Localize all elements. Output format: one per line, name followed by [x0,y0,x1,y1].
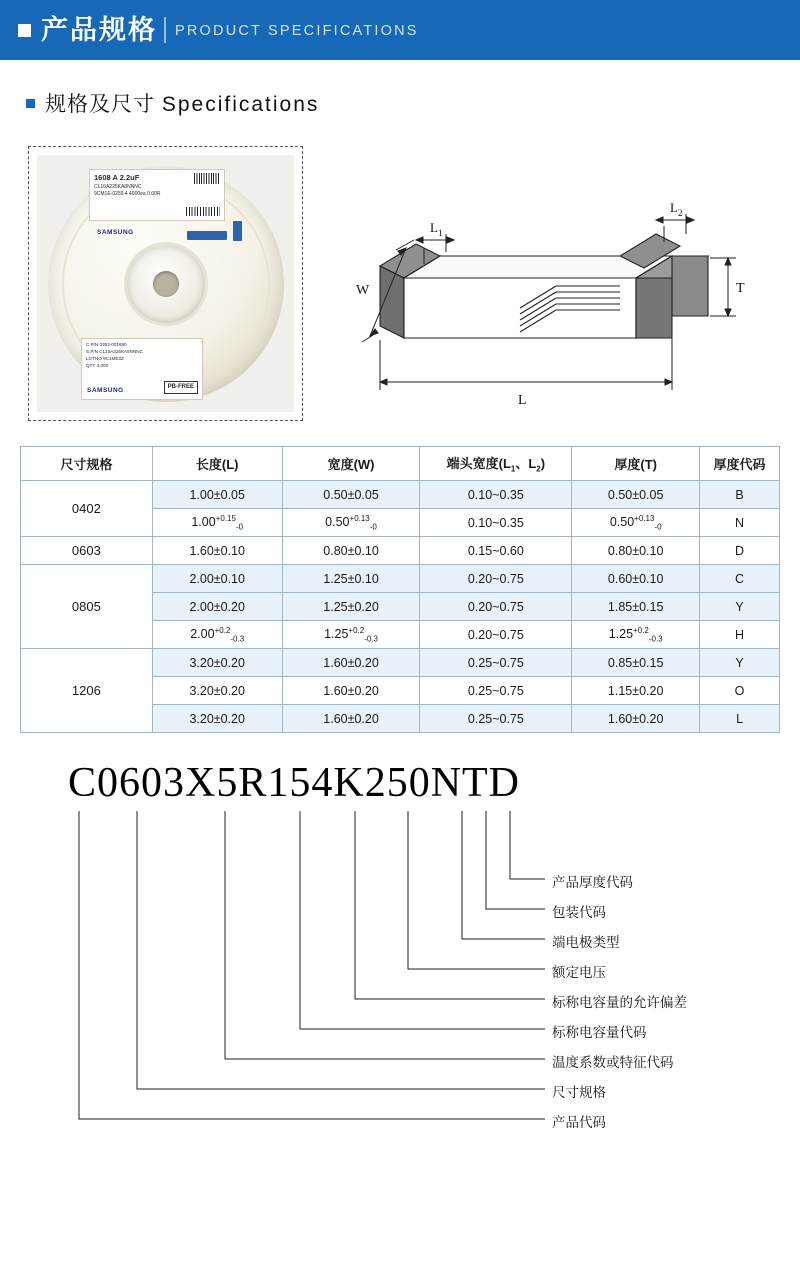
cell-thickness: 1.60±0.20 [572,705,700,733]
val-sup: +0.2 [214,625,231,635]
cell-code: D [700,537,780,565]
cell-length [152,621,282,649]
header-divider [164,17,166,43]
cell-terminal: 0.10~0.35 [420,481,572,509]
reel-hub [127,245,205,323]
cell-length [152,509,282,537]
cell-length: 2.00±0.20 [152,593,282,621]
cell-thickness: 0.85±0.15 [572,649,700,677]
cell-code: C [700,565,780,593]
cell-thickness [572,509,700,537]
cell-size-0603: 0603 [21,537,153,565]
cell-thickness: 1.15±0.20 [572,677,700,705]
th-terminal-c: ) [540,456,546,472]
th-length: 长度(L) [152,447,282,481]
reel-photo-frame [28,146,303,421]
section-title-cn: 规格及尺寸 [45,93,155,116]
callout-packaging-code: 包装代码 [552,905,606,920]
figures-row [0,136,800,436]
cell-width: 0.80±0.10 [282,537,420,565]
chip-dimension-drawing [320,136,790,436]
val-sub: -0 [235,522,244,532]
reel-label-bottom-line2: S.P/N CL10A225KA8NNNC [86,348,143,354]
cell-terminal: 0.20~0.75 [420,565,572,593]
reel-label-top-line2: CL10A225KA8NNNC [94,183,142,190]
svg-text:L: L [430,220,438,235]
cell-length: 1.60±0.10 [152,537,282,565]
th-terminal-width [420,447,572,481]
th-width: 宽度(W) [282,447,420,481]
callout-termination-type: 端电极类型 [552,935,620,950]
callout-rated-voltage: 额定电压 [552,965,606,980]
cell-size-0805: 0805 [21,565,153,649]
val-sup: +0.15 [215,513,236,523]
cell-terminal: 0.15~0.60 [420,537,572,565]
svg-text:1: 1 [438,228,443,238]
val-base: 2.00 [190,626,215,641]
cell-size-0402: 0402 [21,481,153,537]
cell-terminal: 0.25~0.75 [420,649,572,677]
brand-logo-bottom: SAMSUNG [87,387,124,394]
reel-label-bottom-line1: C.P/N 3352-001690 [86,342,127,347]
cell-code: O [700,677,780,705]
cell-width: 0.50±0.05 [282,481,420,509]
val-sub: -0.3 [364,634,378,644]
cell-code: H [700,621,780,649]
header-title-cn: 产品规格 [41,14,157,45]
section-title-text [45,88,319,118]
section-bullet-square [26,99,35,108]
th-terminal-sub2: 2 [536,464,541,474]
svg-text:L: L [670,200,678,215]
reel-blue-tape-1 [187,231,227,240]
cell-length: 1.00±0.05 [152,481,282,509]
cell-width [282,621,420,649]
th-thickness: 厚度(T) [572,447,700,481]
val-base: 1.00 [191,514,216,529]
reel-label-top [89,169,225,221]
cell-thickness: 0.80±0.10 [572,537,700,565]
callout-capacitance-code: 标称电容量代码 [552,1025,647,1040]
cell-thickness [572,621,700,649]
val-sup: +0.2 [633,625,649,635]
table-row [21,481,780,509]
table-header-row [21,447,780,481]
val-base: 0.50 [609,514,635,529]
val-base: 0.50 [325,514,350,529]
reel-label-top-line3: 9CM1E-0259 4 4000ea 0.00R [94,191,161,198]
cell-code: B [700,481,780,509]
barcode-small [194,173,220,184]
section-title [26,88,800,118]
cell-width: 1.25±0.20 [282,593,420,621]
val-base: 1.25 [324,626,349,641]
val-sup: +0.2 [348,625,365,635]
cell-code: Y [700,649,780,677]
val-sup: +0.13 [349,513,370,523]
svg-text:W: W [356,283,370,298]
val-sub: -0.3 [648,634,663,644]
callout-product-code: 产品代码 [552,1115,606,1130]
cell-code: Y [700,593,780,621]
cell-length: 3.20±0.20 [152,705,282,733]
table-row [21,565,780,593]
th-terminal-b: 、L [515,456,537,472]
cell-thickness: 1.85±0.15 [572,593,700,621]
val-base: 1.25 [608,626,634,641]
cell-width: 1.25±0.10 [282,565,420,593]
val-sub: -0 [369,522,377,532]
reel-label-bottom-line3: LOTNO 9C1ME3Z [86,355,124,361]
table-row [21,537,780,565]
dimensions-table [20,446,780,733]
cell-terminal: 0.20~0.75 [420,593,572,621]
svg-text:2: 2 [678,208,683,218]
cell-terminal: 0.25~0.75 [420,705,572,733]
cell-code: L [700,705,780,733]
cell-terminal: 0.10~0.35 [420,509,572,537]
val-sub: -0 [654,522,662,532]
svg-text:T: T [736,281,745,296]
part-number-text: C0603X5R154K250NTD [68,760,521,806]
svg-text:L: L [518,393,527,408]
brand-logo-top: SAMSUNG [97,229,134,236]
callout-capacitance-tolerance: 标称电容量的允许偏差 [552,995,687,1010]
cell-length: 2.00±0.10 [152,565,282,593]
reel-photo [37,155,294,412]
callout-size-code: 尺寸规格 [552,1085,606,1100]
reel-label-top-line1: 1608 A 2.2uF [94,173,140,182]
cell-terminal: 0.25~0.75 [420,677,572,705]
section-title-en: Specifications [161,93,320,116]
cell-code: N [700,509,780,537]
val-sub: -0.3 [230,634,245,644]
cell-length: 3.20±0.20 [152,677,282,705]
header-bullet-square [18,24,31,37]
pb-free-mark: PB-FREE [164,381,198,394]
decode-leader-lines [0,759,800,1169]
reel-blue-tape-2 [233,221,242,241]
callout-temperature-char: 温度系数或特征代码 [552,1055,674,1070]
val-sup: +0.13 [634,513,655,523]
cell-width: 1.60±0.20 [282,649,420,677]
callout-thickness-code: 产品厚度代码 [552,875,633,890]
cell-thickness: 0.50±0.05 [572,481,700,509]
page-header [0,0,800,60]
reel-label-bottom-line4: QTY 4,000 [86,362,109,368]
cell-terminal: 0.20~0.75 [420,621,572,649]
part-number-decode [0,759,800,1169]
cell-width: 1.60±0.20 [282,677,420,705]
cell-width: 1.60±0.20 [282,705,420,733]
th-terminal-sub1: 1 [510,464,516,474]
th-thickness-code: 厚度代码 [700,447,780,481]
barcode-wide [186,207,220,216]
cell-size-1206: 1206 [21,649,153,733]
th-size: 尺寸规格 [21,447,153,481]
header-title-en: PRODUCT SPECIFICATIONS [175,23,419,40]
cell-thickness: 0.60±0.10 [572,565,700,593]
table-row [21,649,780,677]
cell-width [282,509,420,537]
cell-length: 3.20±0.20 [152,649,282,677]
th-terminal-a: 端头宽度(L [446,456,511,472]
